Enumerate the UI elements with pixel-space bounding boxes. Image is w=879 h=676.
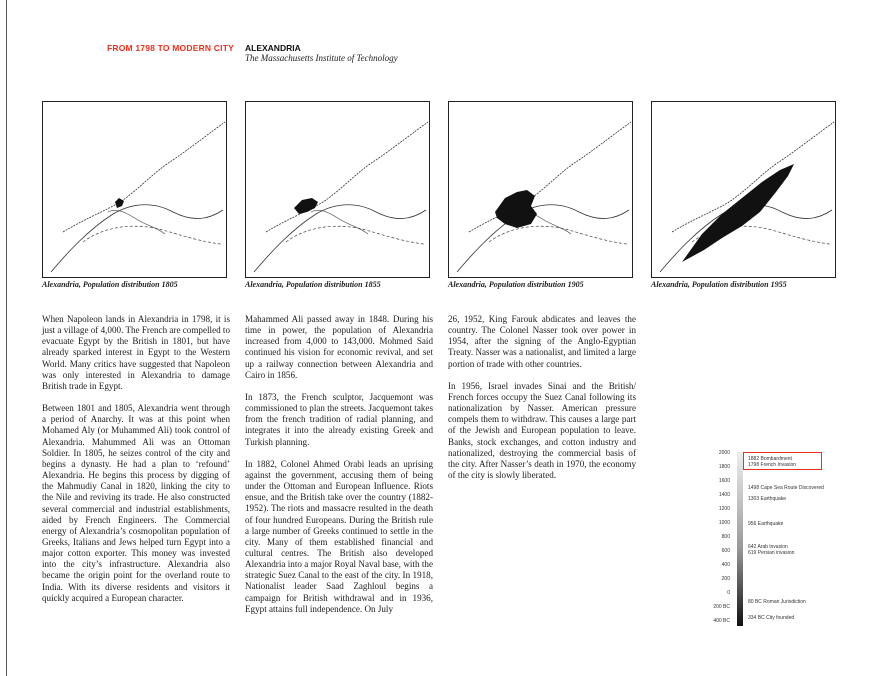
timeline-year: 1000 bbox=[718, 520, 730, 526]
map-1855-caption: Alexandria, Population distribution 1855 bbox=[245, 280, 381, 289]
timeline-event: 1798 French Invasion bbox=[748, 462, 797, 468]
page-edge-line bbox=[0, 0, 7, 676]
document-subtitle: The Massachusetts Institute of Technology bbox=[245, 53, 398, 63]
timeline-event: 80 BC Roman Jurisdiction bbox=[748, 599, 806, 605]
map-1855-drawing bbox=[246, 102, 429, 277]
col3-paragraph: In 1956, Israel invades Sinai and the British/ French forces occupy the Suez Canal following its nationalization by Nasser. American pressure compels them to withdraw. This causes a large part of the Jewish and European population to leave. Banks, stock exchanges, and cotton industry and nationalized, destroying the commercial basis of the city. After Nasser’s death in 1970, the economy of the city is slowly liberated. bbox=[448, 380, 636, 481]
map-1805-drawing bbox=[43, 102, 226, 277]
timeline-year: 800 bbox=[721, 534, 730, 540]
timeline-event: 642 Arab invasion bbox=[748, 544, 788, 550]
timeline-year: 400 BC bbox=[713, 618, 730, 624]
timeline-year: 2000 bbox=[718, 450, 730, 456]
timeline-event: 956 Earthquake bbox=[748, 521, 784, 527]
timeline-year: 1400 bbox=[718, 492, 730, 498]
timeline-year: 200 bbox=[721, 576, 730, 582]
map-1855 bbox=[245, 101, 430, 278]
document-title: ALEXANDRIA bbox=[245, 43, 301, 53]
map-1805 bbox=[42, 101, 227, 278]
col2-paragraph: In 1873, the French sculptor, Jacquemont was commissioned to plan the streets. Jacquemont takes from the french tradition of radial planning, and integrates it into the already existing Greek and Turkish planning. bbox=[245, 391, 433, 447]
timeline-event: 1498 Cape Sea Route Discovered bbox=[748, 485, 824, 491]
map-1955-caption: Alexandria, Population distribution 1955 bbox=[651, 280, 787, 289]
timeline-event: 1303 Earthquake bbox=[748, 496, 787, 502]
col2-paragraph: Mahammed Ali passed away in 1848. During his time in power, the population of Alexandria increased from 4,000 to 143,000. Mohmed Said continued his vision for economic revival, and set up a railway connection between Alexandria and Cairo in 1856. bbox=[245, 314, 433, 380]
timeline-year: 1600 bbox=[718, 478, 730, 484]
timeline-year: 400 bbox=[721, 562, 730, 568]
map-1955-drawing bbox=[652, 102, 835, 277]
col2-paragraph: In 1882, Colonel Ahmed Orabi leads an uprising against the government, accusing them of being under the Ottoman and European Influence. Riots ensue, and the British take over the country (1882-1952). The riots and massacre resulted in the death of four hundred Europeans. During the British rule a large number of Greeks continued to settle in the city. Many of them established financial and cultural centres. The British also developed Alexandria into a major Royal Naval base, with the strategic Suez Canal to the east of the city. In 1918, Nationalist leader Saad Zaghloul begins a campaign for British withdrawal and in 1936, Egypt attains full independence. On July bbox=[245, 458, 433, 614]
col3-paragraph: 26, 1952, King Farouk abdicates and leaves the country. The Colonel Nasser took over power in 1954, after the signing of the Anglo-Egyptian Treaty. Nasser was a nationalist, and limited a large portion of trade with other countries. bbox=[448, 314, 636, 369]
timeline-event: 619 Persian invasion bbox=[748, 550, 795, 556]
map-1905-drawing bbox=[449, 102, 632, 277]
timeline-year: 1200 bbox=[718, 506, 730, 512]
timeline-event: 334 BC City founded bbox=[748, 615, 795, 621]
timeline-year: 1800 bbox=[718, 464, 730, 470]
text-column-2 bbox=[245, 314, 433, 626]
history-timeline bbox=[700, 448, 830, 628]
col1-paragraph: When Napoleon lands in Alexandria in 1798, it is just a village of 4,000. The French are compelled to evacuate Egypt by the British in 1801, but have already sparked interest in Egypt to the Western World. Many critics have suggested that Napoleon was only interested in Alexandria to damage British trade in Egypt. bbox=[42, 314, 230, 391]
timeline-year: 200 BC bbox=[713, 604, 730, 610]
text-column-1 bbox=[42, 314, 230, 615]
text-column-3 bbox=[448, 314, 636, 492]
map-1905-caption: Alexandria, Population distribution 1905 bbox=[448, 280, 584, 289]
section-label: FROM 1798 TO MODERN CITY bbox=[107, 43, 234, 53]
map-1955 bbox=[651, 101, 836, 278]
map-1805-caption: Alexandria, Population distribution 1805 bbox=[42, 280, 178, 289]
map-1905 bbox=[448, 101, 633, 278]
timeline-event: 1882 Bombardment bbox=[748, 456, 792, 462]
col1-paragraph: Between 1801 and 1805, Alexandria went through a period of Anarchy. It was at this point when Mohamed Aly (or Muhammed Ali) took control of Alexandria. Mahummed Ali was an Ottoman Soldier. In 1805, he seizes control of the city and begins a dynasty. He had a plan to ‘refound’ Alexandria. He begins this process by digging of the Mahmudiy Canal in 1820, linking the city to the Nile and reviving its trade. He also constructed several commercial and industrial establishments, aided by French Engineers. The Commercial energy of Alexandria’s cosmopolitan population of Greeks, Italians and Jews helped turn Egypt into a major cotton exporter. This money was invested into the city’s infrastructure. Alexandria also became the origin point for the overland route to India. With its diverse residents and visitors it quickly acquired a European character. bbox=[42, 403, 230, 603]
timeline-year: 600 bbox=[721, 548, 730, 554]
timeline-year: 0 bbox=[727, 590, 730, 596]
timeline-bar bbox=[737, 452, 743, 626]
